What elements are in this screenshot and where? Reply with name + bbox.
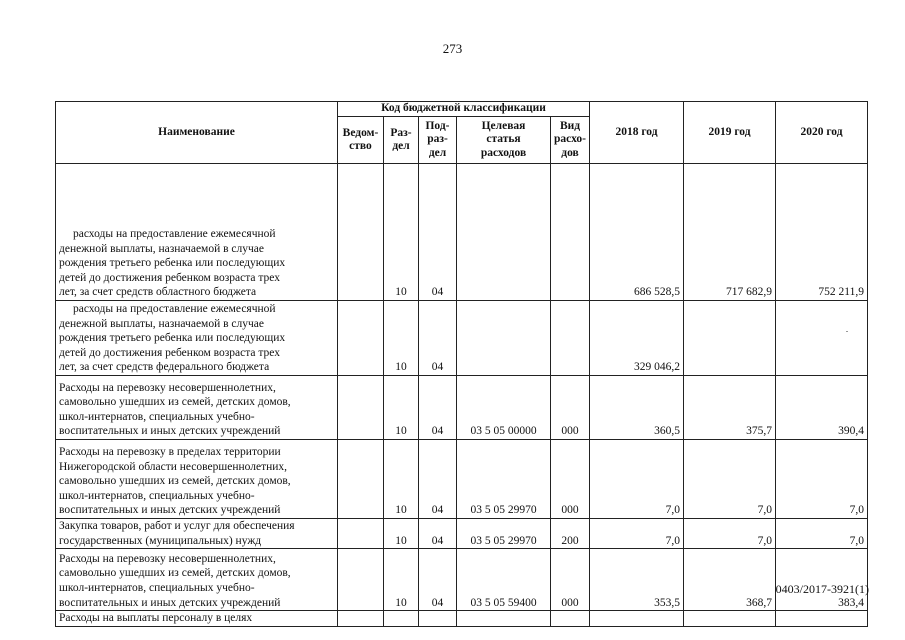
row-name [56, 549, 338, 611]
cell-2019: 7,0 [684, 519, 776, 549]
cell-2019: 717 682,9 [684, 164, 776, 301]
header-line: Целевая [481, 119, 526, 132]
name-line: воспитательных и иных детских учреждений [59, 596, 281, 609]
name-line: детей до достижения ребенком возраста трех [59, 271, 280, 284]
header-razdel [384, 117, 419, 164]
cell-type: 000 [551, 376, 590, 440]
cell-2019 [684, 611, 776, 627]
row-name [56, 519, 338, 549]
row-name [56, 440, 338, 519]
name-line: самовольно ушедших из семей, детских домов, [59, 475, 291, 488]
header-name: Наименование [56, 102, 338, 164]
name-line: воспитательных и иных детских учреждений [59, 504, 281, 517]
cell-podrazdel: 04 [419, 301, 457, 376]
cell-target: 03 5 05 00000 [457, 376, 551, 440]
cell-razdel: 10 [384, 301, 419, 376]
header-line: Вид [559, 119, 581, 132]
cell-razdel: 10 [384, 376, 419, 440]
name-line: рождения третьего ребенка или последующих [59, 257, 286, 270]
cell-razdel: 10 [384, 440, 419, 519]
header-line: дел [392, 140, 410, 152]
header-vedomstvo [338, 117, 384, 164]
header-target-article [457, 117, 551, 164]
cell-vedomstvo [338, 440, 384, 519]
name-line: школ-интернатов, специальных учебно- [59, 582, 255, 594]
cell-2019: 7,0 [684, 440, 776, 519]
name-line: самовольно ушедших из семей, детских домов, [59, 396, 291, 409]
cell-vedomstvo [338, 164, 384, 301]
header-2020: 2020 год [776, 102, 868, 164]
cell-type: 000 [551, 440, 590, 519]
name-line: государственных (муниципальных) нужд [59, 534, 262, 547]
header-line: Раз- [390, 126, 412, 139]
header-2019: 2019 год [684, 102, 776, 164]
row-name [56, 301, 338, 376]
scan-speck [846, 331, 848, 332]
table-row [56, 164, 868, 301]
row-name [56, 164, 338, 301]
name-line: денежной выплаты, назначаемой в случае [59, 242, 264, 255]
cell-razdel: 10 [384, 549, 419, 611]
cell-2020 [776, 611, 868, 627]
cell-podrazdel: 04 [419, 549, 457, 611]
cell-vedomstvo [338, 611, 384, 627]
cell-podrazdel: 04 [419, 376, 457, 440]
cell-2020: 752 211,9 [776, 164, 868, 301]
cell-target: 03 5 05 29970 [457, 519, 551, 549]
table-row [56, 519, 868, 549]
table-row [56, 549, 868, 611]
cell-podrazdel [419, 611, 457, 627]
row-name [56, 611, 338, 627]
header-line: Под- [425, 119, 450, 132]
table-row [56, 376, 868, 440]
header-line: ство [349, 140, 372, 152]
cell-type [551, 164, 590, 301]
table-row [56, 611, 868, 627]
cell-podrazdel: 04 [419, 164, 457, 301]
document-code: 0403/2017-3921(1) [775, 582, 869, 596]
cell-vedomstvo [338, 376, 384, 440]
cell-2018: 7,0 [590, 440, 684, 519]
name-line: Нижегородской области несовершеннолетних, [59, 460, 288, 473]
cell-vedomstvo [338, 549, 384, 611]
cell-2020: 390,4 [776, 376, 868, 440]
cell-2019 [684, 301, 776, 376]
cell-type [551, 301, 590, 376]
table-row [56, 301, 868, 376]
name-line: самовольно ушедших из семей, детских домов, [59, 567, 291, 580]
cell-target: 03 5 05 59400 [457, 549, 551, 611]
cell-type [551, 611, 590, 627]
header-line: дел [428, 146, 447, 159]
name-line: школ-интернатов, специальных учебно- [59, 410, 255, 423]
row-name [56, 376, 338, 440]
cell-2019: 368,7 [684, 549, 776, 611]
name-line: расходы на предоставление ежемесячной [73, 303, 276, 316]
cell-type: 200 [551, 519, 590, 549]
cell-2020: 7,0 [776, 519, 868, 549]
cell-razdel [384, 611, 419, 627]
header-line: расходов [480, 146, 527, 159]
cell-2018 [590, 611, 684, 627]
name-line: рождения третьего ребенка или последующих [59, 332, 286, 345]
cell-target [457, 164, 551, 301]
cell-2018: 353,5 [590, 549, 684, 611]
name-line: школ-интернатов, специальных учебно- [59, 489, 255, 502]
cell-2020: 7,0 [776, 440, 868, 519]
name-line: Закупка товаров, работ и услуг для обеспечения [59, 520, 295, 532]
cell-razdel: 10 [384, 519, 419, 549]
name-line: Расходы на перевозку несовершеннолетних, [59, 552, 276, 565]
name-line: Расходы на выплаты персоналу в целях [59, 612, 253, 625]
header-line: статья [486, 133, 521, 146]
page-number: 273 [442, 41, 463, 56]
cell-2020 [776, 301, 868, 376]
name-line: Расходы на перевозку в пределах территории [59, 446, 281, 459]
name-line: лет, за счет средств федерального бюджета [59, 361, 270, 374]
header-line: дов [561, 146, 579, 159]
cell-vedomstvo [338, 301, 384, 376]
header-podrazdel [419, 117, 457, 164]
cell-2018: 7,0 [590, 519, 684, 549]
budget-table [55, 101, 868, 627]
cell-podrazdel: 04 [419, 440, 457, 519]
cell-vedomstvo [338, 519, 384, 549]
table-row [56, 440, 868, 519]
cell-2018: 329 046,2 [590, 301, 684, 376]
header-line: раз- [427, 133, 448, 146]
header-expense-type [551, 117, 590, 164]
cell-2020: 383,4 [776, 549, 868, 611]
cell-podrazdel: 04 [419, 519, 457, 549]
cell-razdel: 10 [384, 164, 419, 301]
cell-2019: 375,7 [684, 376, 776, 440]
name-line: расходы на предоставление ежемесячной [73, 228, 276, 241]
cell-target [457, 301, 551, 376]
cell-type: 000 [551, 549, 590, 611]
name-line: лет, за счет средств областного бюджета [59, 286, 257, 299]
header-2018: 2018 год [590, 102, 684, 164]
name-line: Расходы на перевозку несовершеннолетних, [59, 381, 276, 394]
header-classification-group: Код бюджетной классификации [338, 102, 590, 117]
cell-target [457, 611, 551, 627]
cell-2018: 686 528,5 [590, 164, 684, 301]
name-line: детей до достижения ребенком возраста трех [59, 346, 280, 359]
header-line: расхо- [554, 133, 586, 146]
name-line: денежной выплаты, назначаемой в случае [59, 317, 264, 330]
cell-2018: 360,5 [590, 376, 684, 440]
name-line: воспитательных и иных детских учреждений [59, 425, 281, 438]
cell-target: 03 5 05 29970 [457, 440, 551, 519]
header-line: Ведом- [342, 126, 379, 139]
